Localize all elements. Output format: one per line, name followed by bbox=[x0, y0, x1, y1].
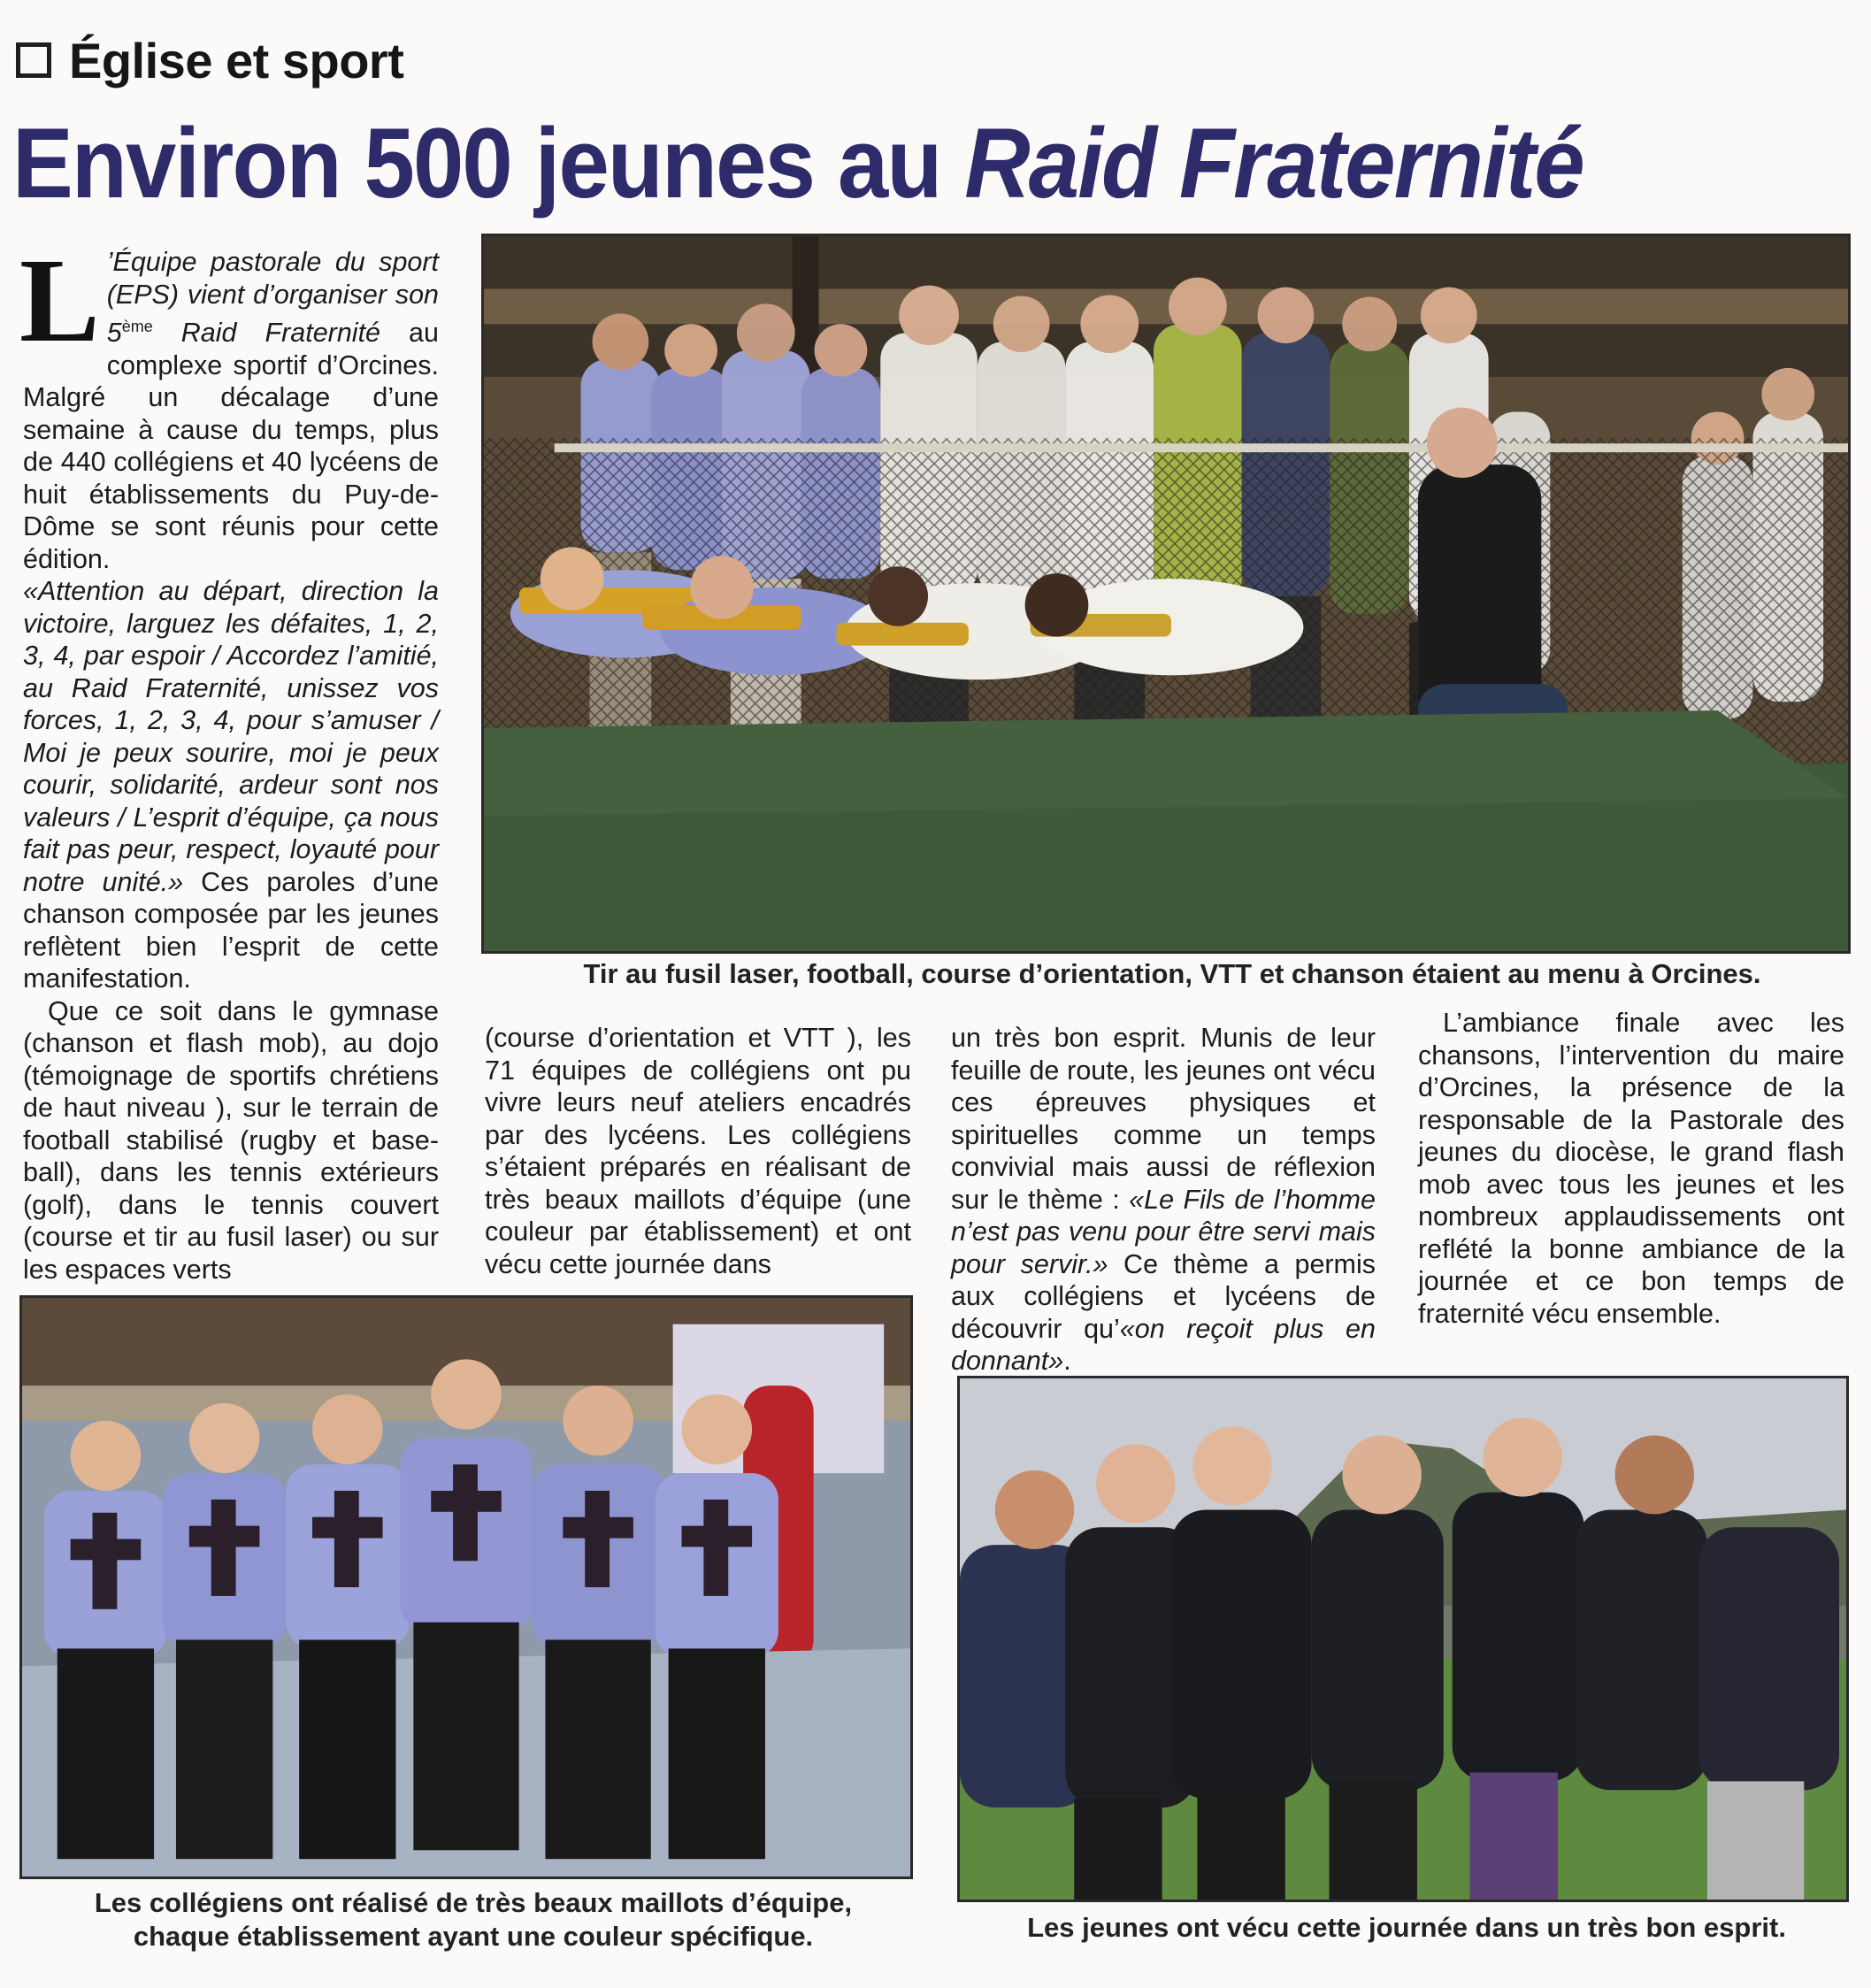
article-column-4 bbox=[1418, 1007, 1844, 1378]
caption-photo-2 bbox=[35, 1886, 911, 1953]
caption-photo-2-line-1: Les collégiens ont réalisé de très beaux maillots d’équipe, bbox=[94, 1887, 853, 1918]
p1-italic: Raid Fraternité bbox=[180, 318, 381, 349]
headline-italic: Raid Fraternité bbox=[964, 108, 1583, 219]
paragraph-3: Que ce soit dans le gymnase (chanson et flash mob), au dojo (témoignage de sportifs chrétiens de haut niveau ), sur le terrain de football stabilisé (rugby et base-ball), dans les tennis extérieurs (golf), dans le tennis couvert (course et tir au fusil laser) ou sur les espaces verts bbox=[23, 995, 439, 1285]
paragraph-col3 bbox=[951, 1022, 1376, 1378]
rubric-label: Église et sport bbox=[69, 32, 404, 88]
p1-body: au complexe sportif d’Orcines. Malgré un décalage d’une semaine à cause du temps, plus de 440 collégiens et 40 lycéens de huit établissements du Puy-de-Dôme se sont réunis pour cette édition. bbox=[23, 318, 439, 574]
col3-a: un très bon esprit. Munis de leur feuille de route, les jeunes ont vécu ces épreuves physiques et spirituelles comme un temps convivial mais aussi de réflexion sur le thème : bbox=[951, 1023, 1376, 1215]
photo-team-shirts bbox=[19, 1295, 913, 1879]
paragraph-col4: L’ambiance finale avec les chansons, l’intervention du maire d’Orcines, la présence de la responsable de la Pastorale des jeunes du diocèse, le grand flash mob avec tous les jeunes et les nombreux applaudissements ont reflété la bonne ambiance de la journée et ce bon temps de fraternité vécu ensemble. bbox=[1418, 1008, 1844, 1329]
caption-photo-1: Tir au fusil laser, football, course d’orientation, VTT et chanson étaient au menu à Orcines. bbox=[583, 958, 1761, 989]
paragraph-1 bbox=[19, 234, 439, 575]
headline bbox=[12, 97, 1714, 230]
photo-group-outdoors-image bbox=[960, 1378, 1846, 1900]
rubric bbox=[16, 25, 403, 96]
col3-c: . bbox=[1063, 1346, 1071, 1376]
article-column-1 bbox=[19, 234, 439, 1285]
paragraph-2 bbox=[23, 575, 439, 995]
article-column-3 bbox=[951, 1022, 1376, 1376]
p1-intro: ’Équipe pastorale du sport (EPS) vient d’organiser son 5 bbox=[106, 247, 439, 349]
song-lyrics: «Attention au départ, direction la victoire, larguez les défaites, 1, 2, 3, 4, par espoir / Accordez l’amitié, au Raid Fraternité, unissez vos forces, 1, 2, 3, 4, pour s’amuser / Moi je peux sourire, moi je peux courir, solidarité, ardeur sont nos valeurs / L’esprit d’équipe, ça nous fait pas peur, respect, loyauté pour notre unité.» bbox=[23, 576, 439, 897]
checkbox-square-icon bbox=[16, 42, 51, 78]
photo-laser-shooting-image bbox=[484, 236, 1848, 951]
headline-main: Environ 500 jeunes au bbox=[12, 108, 965, 219]
photo-group-outdoors bbox=[957, 1376, 1849, 1902]
photo-team-shirts-image bbox=[22, 1298, 910, 1877]
p1-sup: ème bbox=[121, 318, 153, 335]
drop-cap: L bbox=[19, 234, 100, 367]
article-column-2 bbox=[485, 1022, 911, 1287]
col3-b: Ce thème a permis aux collégiens et lycéens de découvrir qu’ bbox=[951, 1248, 1376, 1344]
col3-quote-2: «on reçoit plus en donnant» bbox=[951, 1313, 1376, 1376]
caption-photo-3: Les jeunes ont vécu cette journée dans un très bon esprit. bbox=[1027, 1912, 1786, 1943]
paragraph-col2: (course d’orientation et VTT ), les 71 équipes de collégiens ont pu vivre leurs neuf ateliers encadrés par des lycéens. Les collégiens s’étaient préparés en réalisant de très beaux maillots d’équipe (une couleur par établissement) et ont vécu cette journée dans bbox=[485, 1023, 911, 1279]
caption-photo-2-line-2: chaque établissement ayant une couleur spécifique. bbox=[133, 1921, 814, 1952]
photo-laser-shooting bbox=[481, 234, 1851, 954]
col3-theme-quote: «Le Fils de l’homme n’est pas venu pour être servi mais pour servir.» bbox=[951, 1184, 1376, 1279]
p2-body: Ces paroles d’une chanson composée par les jeunes reflètent bien l’esprit de cette manifestation. bbox=[23, 866, 439, 994]
